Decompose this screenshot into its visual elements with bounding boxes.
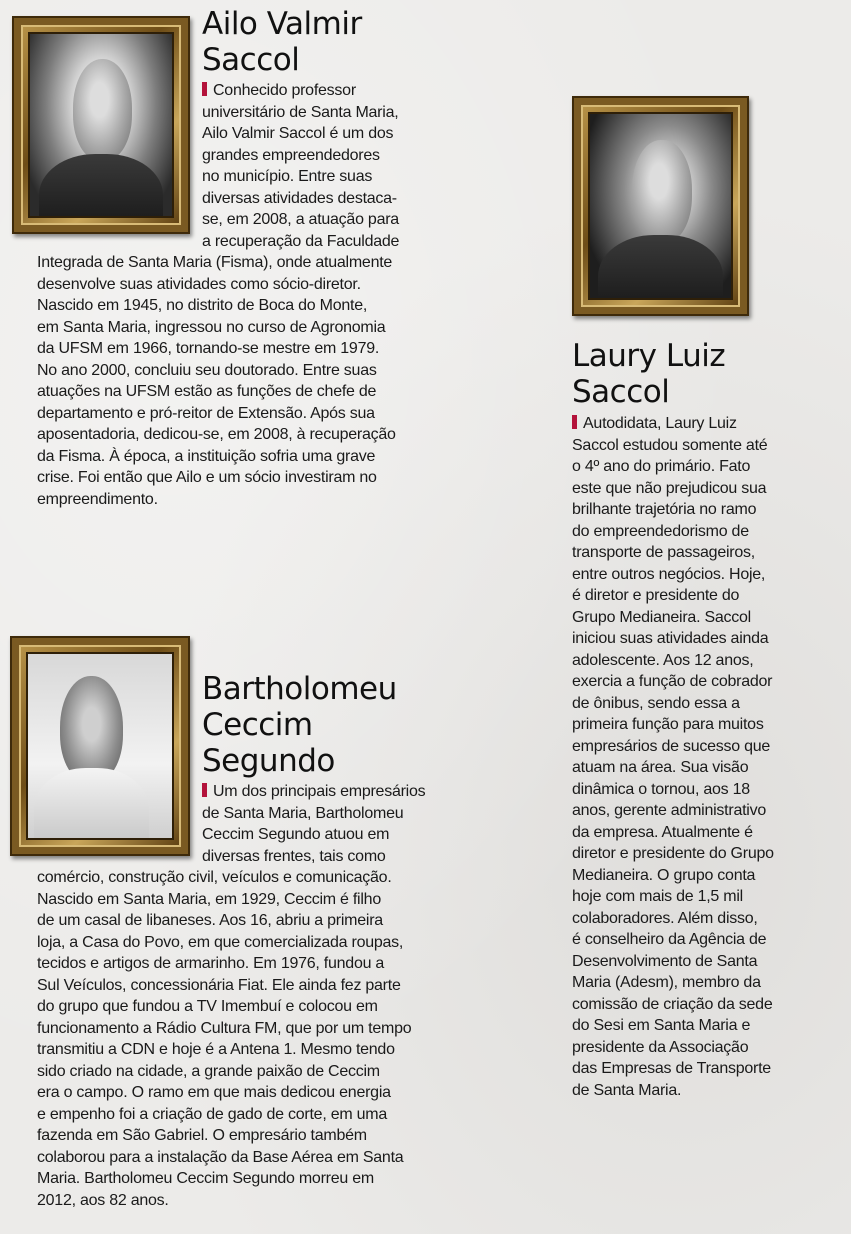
bio-line: brilhante trajetória no ramo bbox=[572, 501, 757, 518]
bio-line: de ônibus, sendo essa a bbox=[572, 694, 740, 712]
bio-line: se, em 2008, a atuação para bbox=[202, 211, 399, 228]
bio-line: Nascido em Santa Maria, em 1929, Ceccim é filho bbox=[37, 890, 381, 908]
bio-line: das Empresas de Transporte bbox=[572, 1060, 771, 1077]
bio-line: departamento e pró-reitor de Extensão. Após sua bbox=[37, 404, 375, 422]
bio-line: no município. Entre suas bbox=[202, 168, 373, 185]
portrait-photo-ailo bbox=[28, 32, 174, 218]
bio-line: tecidos e artigos de armarinho. Em 1976, fundou a bbox=[37, 955, 385, 972]
bio-line: é diretor e presidente do bbox=[572, 587, 740, 604]
bio-line: Maria (Adesm), membro da bbox=[572, 974, 761, 991]
bio-line: colaborou para a instalação da Base Aérea em Santa bbox=[37, 1148, 404, 1166]
portrait-photo-laury bbox=[588, 112, 733, 300]
bio-line: entre outros negócios. Hoje, bbox=[572, 565, 766, 583]
bio-line: era o campo. O ramo em que mais dedicou energia bbox=[37, 1084, 391, 1101]
bio-line: este que não prejudicou sua bbox=[572, 479, 767, 497]
bio-line: do empreendedorismo de bbox=[572, 522, 749, 540]
paragraph-marker-icon bbox=[202, 82, 207, 96]
bio-line: sido criado na cidade, a grande paixão de Ceccim bbox=[37, 1062, 380, 1080]
bio-line: o 4º ano do primário. Fato bbox=[572, 458, 751, 475]
bio-line: Maria. Bartholomeu Ceccim Segundo morreu em bbox=[37, 1170, 374, 1187]
bio-line: colaboradores. Além disso, bbox=[572, 909, 758, 927]
bio-line: Integrada de Santa Maria (Fisma), onde atualmente bbox=[37, 254, 393, 271]
paragraph-marker-icon bbox=[572, 415, 577, 429]
bio-line: aposentadoria, dedicou-se, em 2008, à recuperação bbox=[37, 426, 396, 443]
portrait-photo-bartholomeu bbox=[26, 652, 174, 840]
bio-line: diversas frentes, tais como bbox=[202, 847, 386, 865]
bio-line: diversas atividades destaca- bbox=[202, 189, 397, 207]
bio-line: 2012, aos 82 anos. bbox=[37, 1191, 169, 1209]
bio-line: adolescente. Aos 12 anos, bbox=[572, 651, 754, 669]
name-bartholomeu: Bartholomeu Ceccim Segundo bbox=[202, 671, 397, 779]
bio-line: transmitiu a CDN e hoje é a Antena 1. Mesmo tendo bbox=[37, 1041, 395, 1058]
bio-line: grandes empreendedores bbox=[202, 146, 380, 164]
bio-line: crise. Foi então que Ailo e um sócio investiram no bbox=[37, 469, 377, 486]
bio-line: anos, gerente administrativo bbox=[572, 802, 766, 819]
bio-line: hoje com mais de 1,5 mil bbox=[572, 888, 743, 905]
bio-line: empresários de sucesso que bbox=[572, 737, 771, 755]
bio-line: funcionamento a Rádio Cultura FM, que por um tempo bbox=[37, 1019, 412, 1037]
bio-line: diretor e presidente do Grupo bbox=[572, 845, 774, 862]
bio-line: iniciou suas atividades ainda bbox=[572, 630, 769, 647]
bio-line: de Santa Maria. bbox=[572, 1081, 682, 1099]
bio-line: de Santa Maria, Bartholomeu bbox=[202, 804, 404, 822]
bio-line: comércio, construção civil, veículos e comunicação. bbox=[37, 869, 392, 886]
bio-line: exercia a função de cobrador bbox=[572, 673, 773, 690]
portrait-frame-laury bbox=[572, 96, 749, 316]
paragraph-marker-icon bbox=[202, 783, 207, 797]
bio-line: da Fisma. À época, a instituição sofria uma grave bbox=[37, 447, 376, 465]
bio-line: do grupo que fundou a TV Imembuí e colocou em bbox=[37, 998, 378, 1015]
name-laury: Laury Luiz Saccol bbox=[572, 338, 726, 410]
bio-line: Desenvolvimento de Santa bbox=[572, 952, 758, 970]
bio-line: a recuperação da Faculdade bbox=[202, 232, 400, 250]
bio-line: do Sesi em Santa Maria e bbox=[572, 1017, 751, 1034]
bio-line: é conselheiro da Agência de bbox=[572, 931, 767, 948]
bio-line: desenvolve suas atividades como sócio-diretor. bbox=[37, 275, 361, 293]
portrait-frame-bartholomeu bbox=[10, 636, 190, 856]
bio-line: Medianeira. O grupo conta bbox=[572, 866, 756, 884]
bio-line: dinâmica o tornou, aos 18 bbox=[572, 780, 750, 798]
bio-line: Autodidata, Laury Luiz bbox=[572, 413, 737, 435]
bio-line: primeira função para muitos bbox=[572, 716, 764, 733]
bio-line: comissão de criação da sede bbox=[572, 995, 773, 1013]
bio-line: Grupo Medianeira. Saccol bbox=[572, 608, 751, 626]
bio-line: universitário de Santa Maria, bbox=[202, 103, 399, 121]
bio-line: Saccol estudou somente até bbox=[572, 436, 768, 454]
bio-line: fazenda em São Gabriel. O empresário também bbox=[37, 1127, 367, 1144]
bio-line: atuações na UFSM estão as funções de chefe de bbox=[37, 383, 377, 400]
bio-line: da UFSM em 1966, tornando-se mestre em 1979. bbox=[37, 340, 380, 357]
bio-line: de um casal de libaneses. Aos 16, abriu a primeira bbox=[37, 912, 383, 929]
bio-line: atuam na área. Sua visão bbox=[572, 759, 749, 776]
name-ailo: Ailo Valmir Saccol bbox=[202, 6, 362, 78]
bio-line: Ceccim Segundo atuou em bbox=[202, 826, 390, 843]
bio-line: empreendimento. bbox=[37, 490, 158, 508]
bio-line: Conhecido professor bbox=[202, 80, 356, 102]
bio-line: Sul Veículos, concessionária Fiat. Ele ainda fez parte bbox=[37, 976, 401, 994]
bio-line: transporte de passageiros, bbox=[572, 544, 755, 561]
bio-line: da empresa. Atualmente é bbox=[572, 823, 753, 841]
portrait-frame-ailo bbox=[12, 16, 190, 234]
bio-line: Um dos principais empresários bbox=[202, 781, 425, 803]
bio-line: No ano 2000, concluiu seu doutorado. Entre suas bbox=[37, 361, 377, 379]
bio-line: Ailo Valmir Saccol é um dos bbox=[202, 125, 394, 142]
bio-line: loja, a Casa do Povo, em que comercializada roupas, bbox=[37, 933, 404, 951]
bio-line: presidente da Associação bbox=[572, 1038, 749, 1056]
bio-line: e empenho foi a criação de gado de corte, em uma bbox=[37, 1105, 387, 1123]
bio-line: em Santa Maria, ingressou no curso de Agronomia bbox=[37, 318, 386, 336]
bio-line: Nascido em 1945, no distrito de Boca do Monte, bbox=[37, 297, 368, 314]
